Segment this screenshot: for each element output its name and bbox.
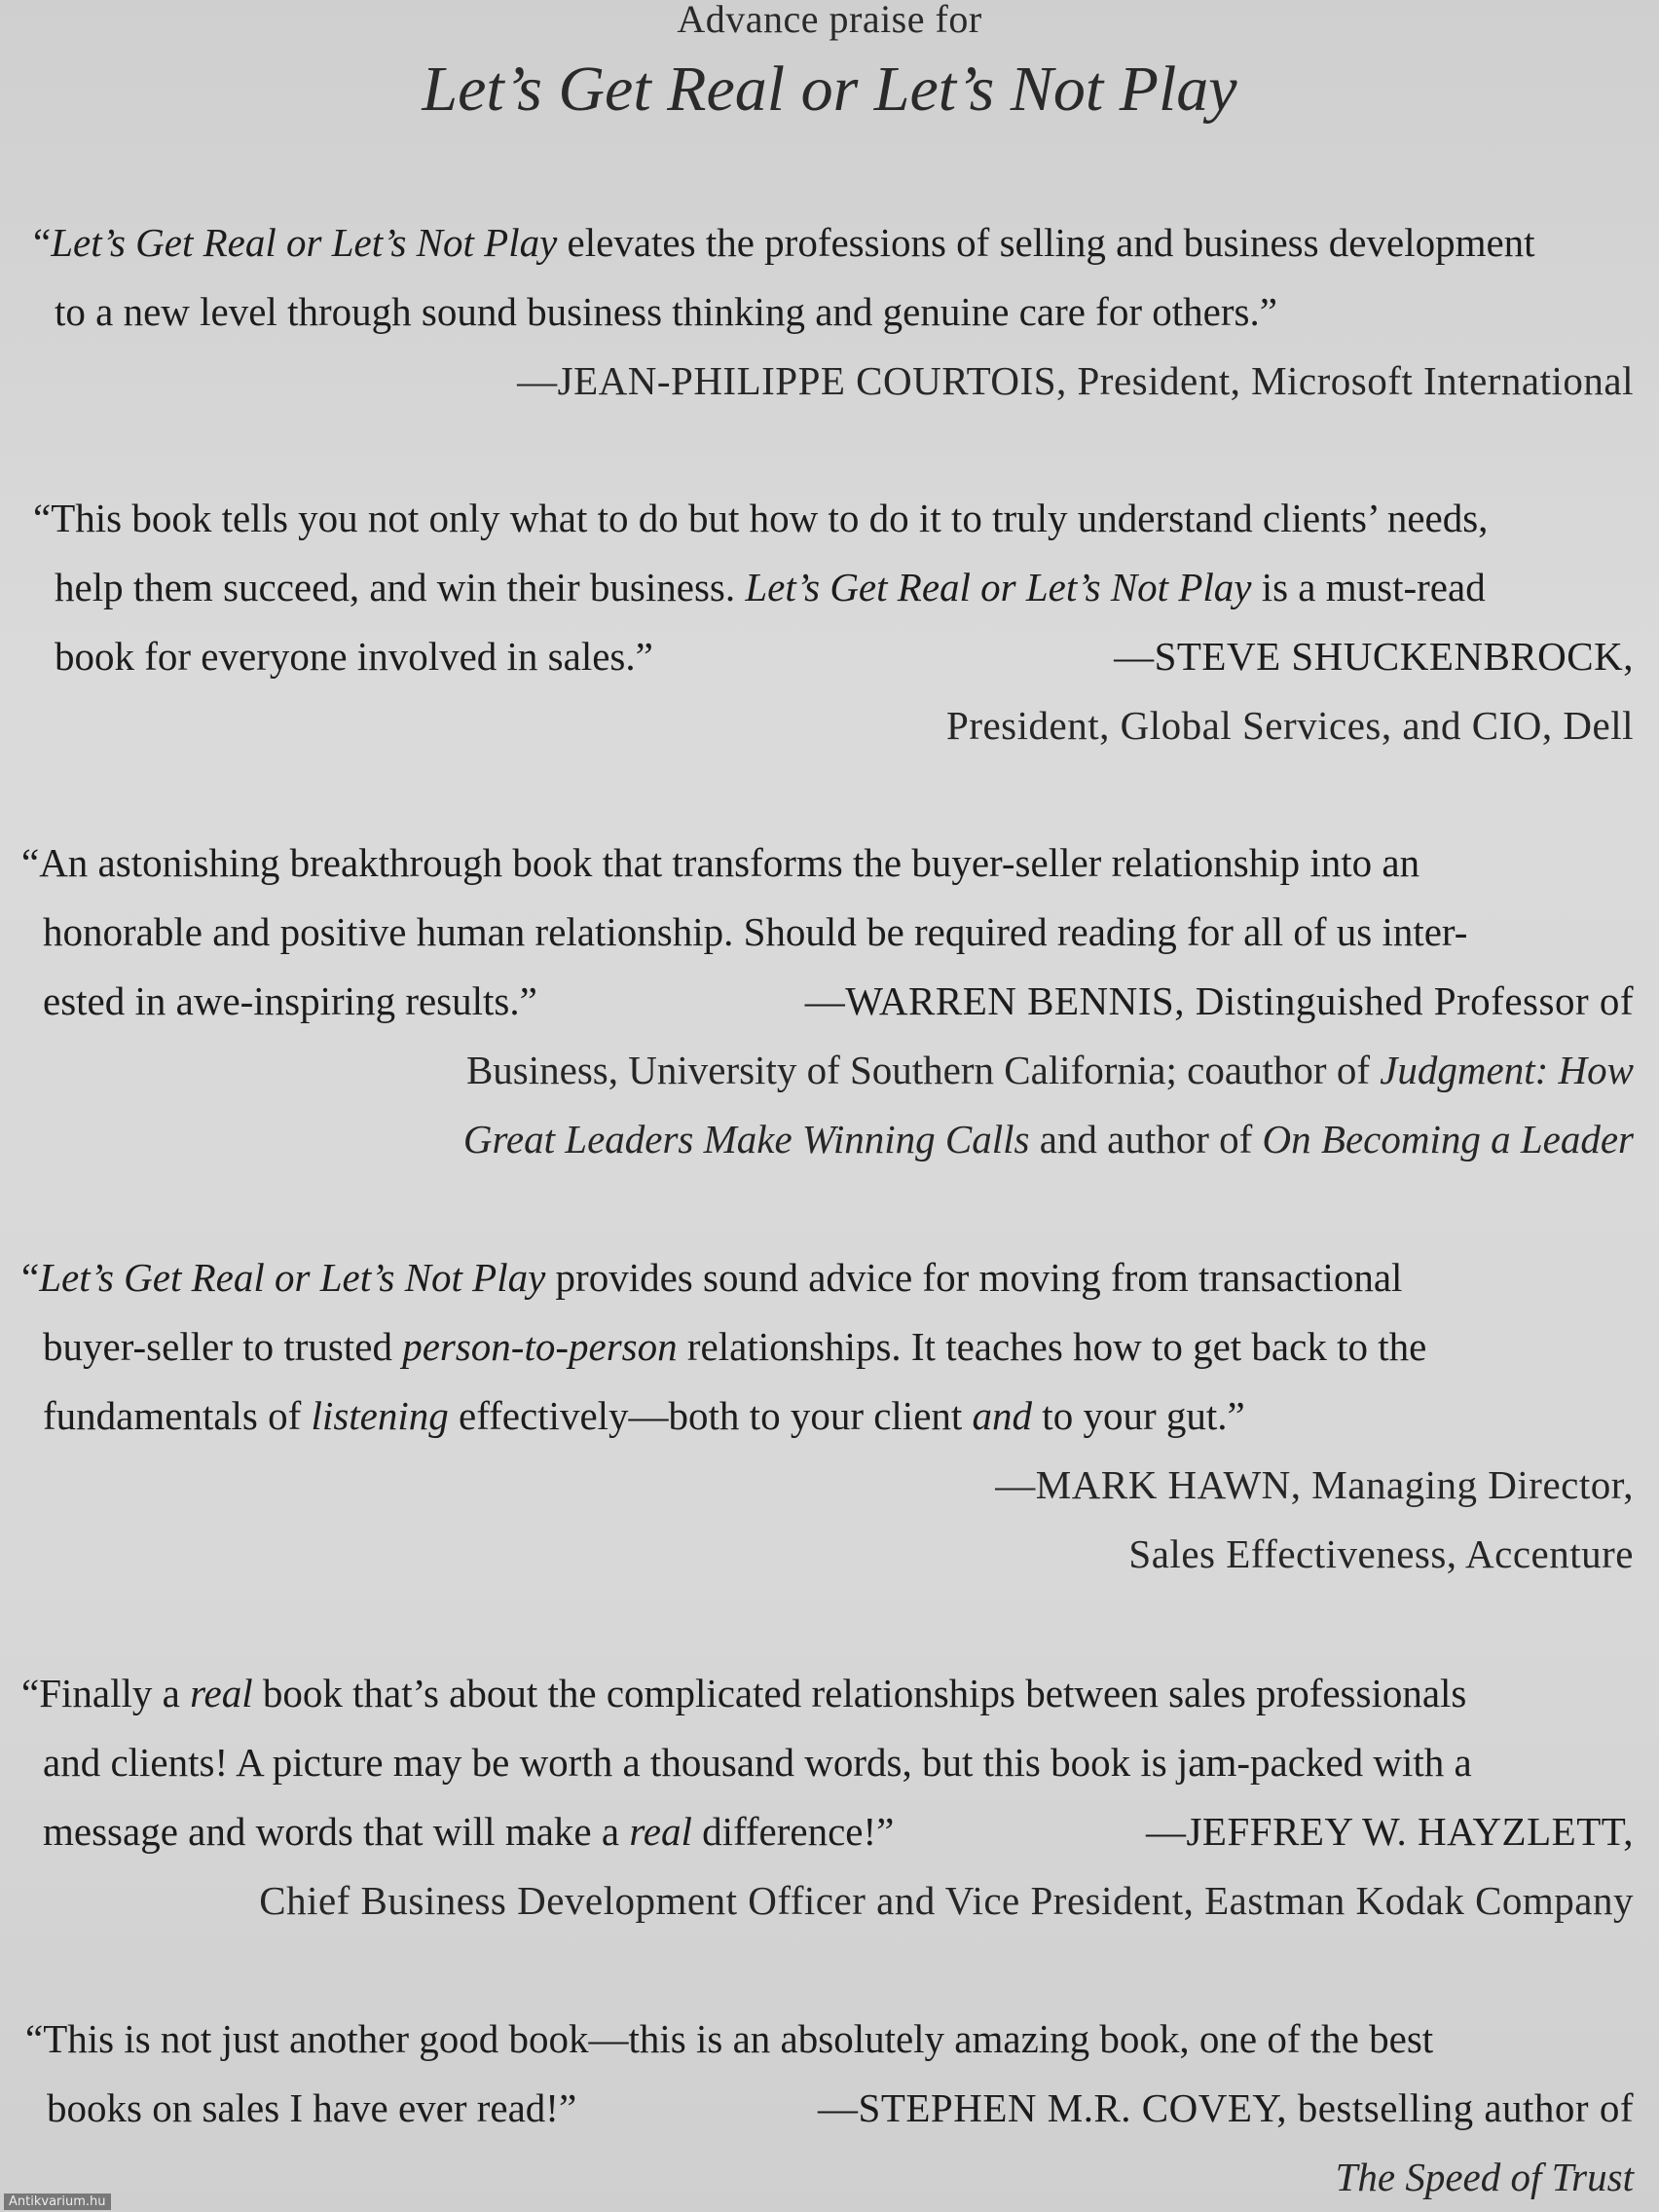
quote-line: “This book tells you not only what to do but how to do it to truly understand clients’ needs, [33, 496, 1489, 540]
quote-line-with-attribution [25, 2074, 1634, 2143]
attribution-name: —WARREN BENNIS, Distinguished Professor of [804, 978, 1634, 1023]
praise-quote-shuckenbrock [33, 484, 1634, 760]
attribution-line: President, Global Services, and CIO, Dell [946, 703, 1634, 748]
italic-title-text: On Becoming a Leader [1262, 1117, 1634, 1161]
italic-title-text: The Speed of Trust [1335, 2155, 1634, 2199]
book-title: Let’s Get Real or Let’s Not Play [422, 54, 1237, 125]
attribution-line: Business, University of Southern California; coauthor of Judgment: How [465, 1048, 1634, 1092]
attribution-name: —JEFFREY W. HAYZLETT, [1145, 1809, 1634, 1854]
quote-line: buyer-seller to trusted person-to-person relationships. It teaches how to get back to the [43, 1324, 1427, 1369]
quote-line: “Let’s Get Real or Let’s Not Play provides sound advice for moving from transactional [21, 1255, 1403, 1300]
quote-line: fundamentals of listening effectively—both to your client and to your gut.” [43, 1393, 1245, 1438]
quote-line: “Let’s Get Real or Let’s Not Play elevates the professions of selling and business development [33, 220, 1535, 265]
quote-line: “Finally a real book that’s about the complicated relationships between sales professionals [21, 1671, 1467, 1715]
italic-title-text: Great Leaders Make Winning Calls [462, 1117, 1030, 1161]
quote-line-with-attribution [33, 622, 1634, 691]
attribution-name: —STEPHEN M.R. COVEY, bestselling author of [818, 2085, 1634, 2130]
praise-quote-bennis [21, 829, 1634, 1174]
heading-subtitle: Advance praise for [677, 0, 982, 41]
italic-title-text: and [972, 1393, 1033, 1438]
attribution-line: Chief Business Development Officer and Vice President, Eastman Kodak Company [259, 1878, 1634, 1923]
attribution-line: —MARK HAWN, Managing Director, [995, 1462, 1634, 1507]
quote-line-with-attribution [21, 967, 1634, 1036]
italic-title-text: Let’s Get Real or Let’s Not Play [51, 220, 558, 265]
italic-title-text: listening [311, 1393, 449, 1438]
page-heading [0, 0, 1659, 129]
quote-line: “This is not just another good book—this is an absolutely amazing book, one of the best [25, 2016, 1434, 2061]
italic-title-text: real [629, 1809, 692, 1854]
italic-title-text: Let’s Get Real or Let’s Not Play [745, 565, 1252, 609]
italic-title-text: real [190, 1671, 253, 1715]
quote-line-end: message and words that will make a real difference!” [43, 1809, 895, 1854]
quote-line-with-attribution [21, 1797, 1634, 1866]
attribution-line: Great Leaders Make Winning Calls and author of On Becoming a Leader [462, 1117, 1634, 1161]
quote-line: honorable and positive human relationship. Should be required reading for all of us inter- [43, 909, 1468, 954]
praise-quote-courtois [33, 208, 1634, 416]
quote-line: to a new level through sound business thinking and genuine care for others.” [55, 289, 1277, 334]
italic-title-text: Judgment: How [1380, 1048, 1634, 1092]
attribution-name: —STEVE SHUCKENBROCK, [1114, 634, 1634, 679]
attribution-line [25, 2143, 1634, 2212]
praise-quote-hawn [21, 1243, 1634, 1589]
praise-quote-covey [25, 2005, 1634, 2212]
italic-title-text: person-to-person [402, 1324, 678, 1369]
quote-line: help them succeed, and win their business. Let’s Get Real or Let’s Not Play is a must-read [55, 565, 1486, 609]
quote-line-end: books on sales I have ever read!” [47, 2085, 577, 2130]
attribution-line: —JEAN-PHILIPPE COURTOIS, President, Microsoft International [517, 358, 1634, 403]
praise-quote-hayzlett [21, 1659, 1634, 1936]
attribution-line: Sales Effectiveness, Accenture [1128, 1531, 1634, 1576]
quote-line: and clients! A picture may be worth a thousand words, but this book is jam-packed with a [43, 1740, 1472, 1785]
quote-line: “An astonishing breakthrough book that transforms the buyer-seller relationship into an [21, 840, 1420, 885]
italic-title-text: Let’s Get Real or Let’s Not Play [39, 1255, 546, 1300]
quote-line-end: book for everyone involved in sales.” [55, 634, 653, 679]
site-watermark: Antikvarium.hu [4, 2194, 111, 2210]
quote-line-end: ested in awe-inspiring results.” [43, 978, 537, 1023]
